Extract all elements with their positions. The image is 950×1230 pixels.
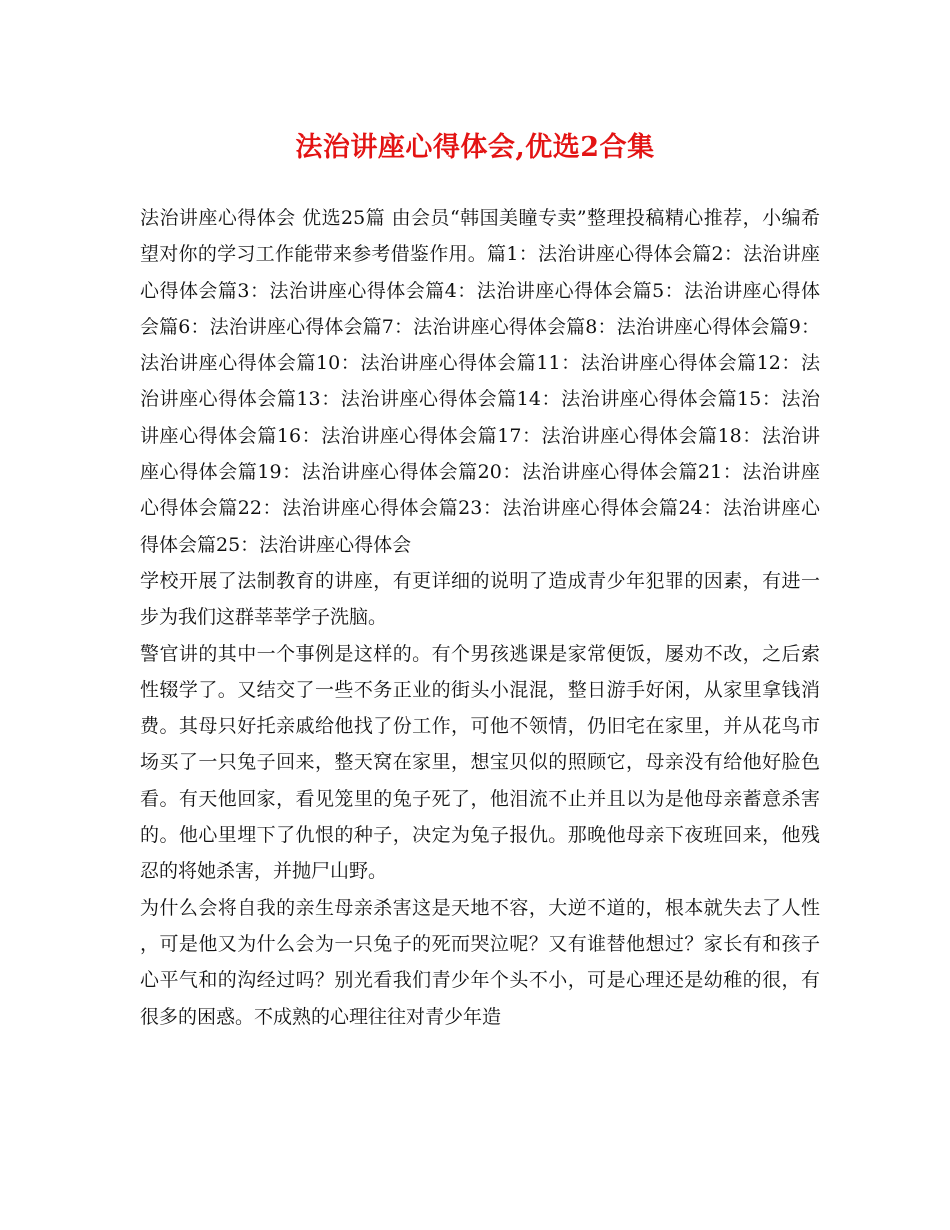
body-paragraph: 为什么会将自我的亲生母亲杀害这是天地不容，大逆不道的，根本就失去了人性，可是他又为什么会为一只兔子的死而哭泣呢？又有谁替他想过？家长有和孩子心平气和的沟经过吗？别光看我们青少年个头不小，可是心理还是幼稚的很，有很多的困惑。不成熟的心理往往对青少年造 [140, 896, 820, 1028]
document-title: 法治讲座心得体会,优选2合集 [295, 132, 655, 163]
intro-paragraph: 法治讲座心得体会 优选25篇 由会员“韩国美瞳专卖”整理投稿精心推荐，小编希望对你的学习工作能带来参考借鉴作用。篇1：法治讲座心得体会篇2：法治讲座心得体会篇3：法治讲座心得体会篇4：法治讲座心得体会篇5：法治讲座心得体会篇6：法治讲座心得体会篇7：法治讲座心得体会篇8：法治讲座心得体会篇9：法治讲座心得体会篇10：法治讲座心得体会篇11：法治讲座心得体会篇12：法治讲座心得体会篇13：法治讲座心得体会篇14：法治讲座心得体会篇15：法治讲座心得体会篇16：法治讲座心得体会篇17：法治讲座心得体会篇18：法治讲座心得体会篇19：法治讲座心得体会篇20：法治讲座心得体会篇21：法治讲座心得体会篇22：法治讲座心得体会篇23：法治讲座心得体会篇24：法治讲座心得体会篇25：法治讲座心得体会 [140, 207, 820, 556]
body-paragraph: 警官讲的其中一个事例是这样的。有个男孩逃课是家常便饭，屡劝不改，之后索性辍学了。又结交了一些不务正业的街头小混混，整日游手好闲，从家里拿钱消费。其母只好托亲戚给他找了份工作，可他不领情，仍旧宅在家里，并从花鸟市场买了一只兔子回来，整天窝在家里，想宝贝似的照顾它，母亲没有给他好脸色看。有天他回家，看见笼里的兔子死了，他泪流不止并且以为是他母亲蓄意杀害的。他心里埋下了仇恨的种子，决定为兔子报仇。那晚他母亲下夜班回来，他残忍的将她杀害，并抛尸山野。 [140, 642, 820, 883]
document-body [140, 200, 820, 1035]
body-paragraph: 学校开展了法制教育的讲座，有更详细的说明了造成青少年犯罪的因素，有进一步为我们这群莘莘学子洗脑。 [140, 569, 820, 629]
